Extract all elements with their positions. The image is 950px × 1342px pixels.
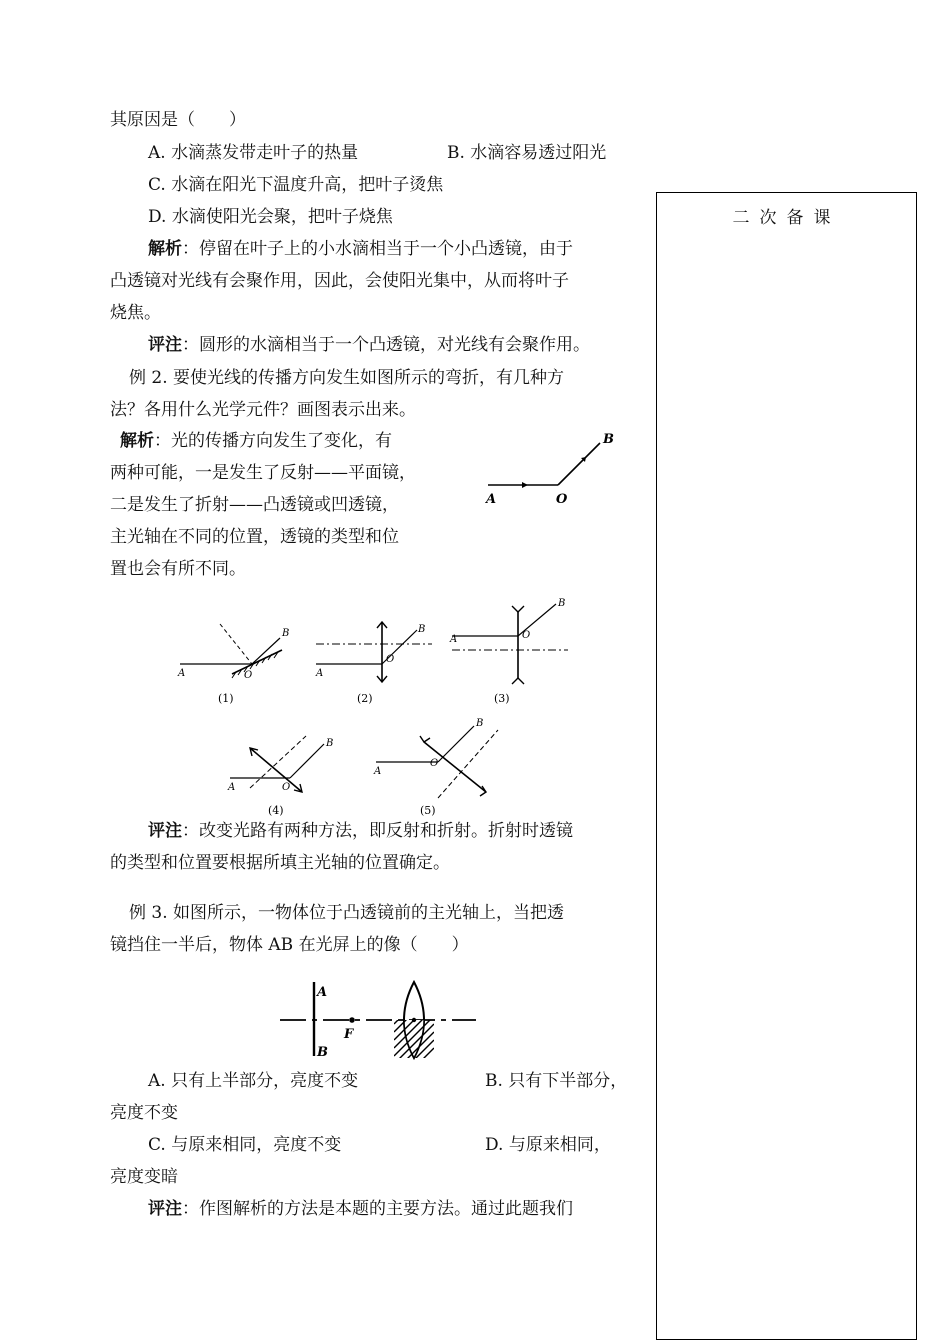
point-a-label: A bbox=[450, 634, 458, 645]
comment-text: ：圆形的水滴相当于一个凸透镜，对光线有会聚作用。 bbox=[182, 335, 590, 355]
point-b-label: B bbox=[326, 738, 334, 749]
point-a-label: A bbox=[316, 668, 324, 679]
subfigure-4-lens bbox=[222, 732, 347, 822]
point-o-label: O bbox=[556, 492, 568, 507]
point-o-label: O bbox=[522, 630, 531, 641]
ex3-question-line2: 镜挡住一半后，物体 AB 在光屏上的像（ ） bbox=[110, 935, 469, 955]
point-o-label: O bbox=[244, 670, 253, 681]
bent-light-figure bbox=[478, 425, 628, 510]
ex2-comment-line2: 的类型和位置要根据所填主光轴的位置确定。 bbox=[110, 853, 450, 873]
analysis-text: ：光的传播方向发生了变化，有 bbox=[154, 431, 392, 451]
ex3-comment bbox=[148, 1198, 573, 1220]
ex3-option-c: C. 与原来相同，亮度不变 bbox=[148, 1135, 342, 1155]
analysis-text: ：停留在叶子上的小水滴相当于一个小凸透镜，由于 bbox=[182, 239, 573, 259]
convex-lens-half-blocked-figure bbox=[276, 974, 481, 1066]
comment-text: ：改变光路有两种方法，即反射和折射。折射时透镜 bbox=[182, 821, 573, 841]
subfigure-label: (1) bbox=[218, 692, 234, 705]
q1-option-d: D. 水滴使阳光会聚，把叶子烧焦 bbox=[148, 207, 393, 227]
ex2-analysis bbox=[120, 430, 392, 452]
subfigure-label: (2) bbox=[357, 692, 373, 705]
ex3-option-d: D. 与原来相同， bbox=[485, 1135, 611, 1155]
point-a-label: A bbox=[486, 492, 497, 507]
comment-label: 评注 bbox=[148, 335, 182, 355]
subfigure-label: (3) bbox=[494, 692, 510, 705]
subfigure-5-lens bbox=[368, 714, 508, 822]
point-b-label: B bbox=[603, 432, 614, 447]
focal-point-label: F bbox=[344, 1027, 354, 1042]
point-b-label: B bbox=[282, 628, 290, 639]
point-a-label: A bbox=[317, 985, 328, 1000]
q1-stem: 其原因是（ ） bbox=[110, 110, 246, 130]
ex3-question-line1: 例 3. 如图所示，一物体位于凸透镜前的主光轴上，当把透 bbox=[129, 903, 565, 923]
q1-analysis-line3: 烧焦。 bbox=[110, 303, 161, 323]
point-a-label: A bbox=[228, 782, 236, 793]
point-b-label: B bbox=[558, 598, 566, 609]
point-o-label: O bbox=[430, 758, 439, 769]
comment-text: ：作图解析的方法是本题的主要方法。通过此题我们 bbox=[182, 1199, 573, 1219]
point-b-label: B bbox=[317, 1045, 328, 1060]
comment-label: 评注 bbox=[148, 821, 182, 841]
subfigure-3-concave-lens bbox=[448, 596, 578, 712]
q1-analysis bbox=[148, 238, 573, 260]
point-a-label: A bbox=[374, 766, 382, 777]
point-b-label: B bbox=[476, 718, 484, 729]
point-a-label: A bbox=[178, 668, 186, 679]
subfigure-label: (5) bbox=[420, 804, 436, 817]
ex2-question-line1: 例 2. 要使光线的传播方向发生如图所示的弯折，有几种方 bbox=[129, 368, 565, 388]
q1-option-a: A. 水滴蒸发带走叶子的热量 bbox=[148, 143, 359, 163]
ex3-option-b: B. 只有下半部分， bbox=[485, 1071, 628, 1091]
comment-label: 评注 bbox=[148, 1199, 182, 1219]
q1-analysis-line2: 凸透镜对光线有会聚作用，因此，会使阳光集中，从而将叶子 bbox=[110, 271, 569, 291]
ex2-analysis-line4: 主光轴在不同的位置，透镜的类型和位 bbox=[110, 527, 399, 547]
analysis-label: 解析 bbox=[148, 239, 182, 259]
ex2-analysis-line2: 两种可能，一是发生了反射——平面镜， bbox=[110, 463, 416, 483]
ex3-option-a: A. 只有上半部分，亮度不变 bbox=[148, 1071, 359, 1091]
secondary-prep-title: 二次备课 bbox=[732, 208, 841, 228]
ex2-comment bbox=[148, 820, 573, 842]
subfigure-label: (4) bbox=[268, 804, 284, 817]
ex2-analysis-line3: 二是发生了折射——凸透镜或凹透镜， bbox=[110, 495, 399, 515]
ex2-question-line2: 法？各用什么光学元件？画图表示出来。 bbox=[110, 400, 416, 420]
q1-option-b: B. 水滴容易透过阳光 bbox=[447, 143, 607, 163]
analysis-label: 解析 bbox=[120, 431, 154, 451]
point-b-label: B bbox=[418, 624, 426, 635]
subfigure-2-convex-lens bbox=[312, 612, 437, 712]
ex3-option-b-cont: 亮度不变 bbox=[110, 1103, 178, 1123]
point-o-label: O bbox=[282, 782, 291, 793]
q1-comment bbox=[148, 334, 590, 356]
ex3-option-d-cont: 亮度变暗 bbox=[110, 1167, 178, 1187]
subfigure-1-plane-mirror bbox=[172, 612, 302, 712]
q1-option-c: C. 水滴在阳光下温度升高，把叶子烫焦 bbox=[148, 175, 444, 195]
ex2-analysis-line5: 置也会有所不同。 bbox=[110, 559, 246, 579]
secondary-prep-box bbox=[656, 192, 917, 1340]
point-o-label: O bbox=[386, 654, 395, 665]
